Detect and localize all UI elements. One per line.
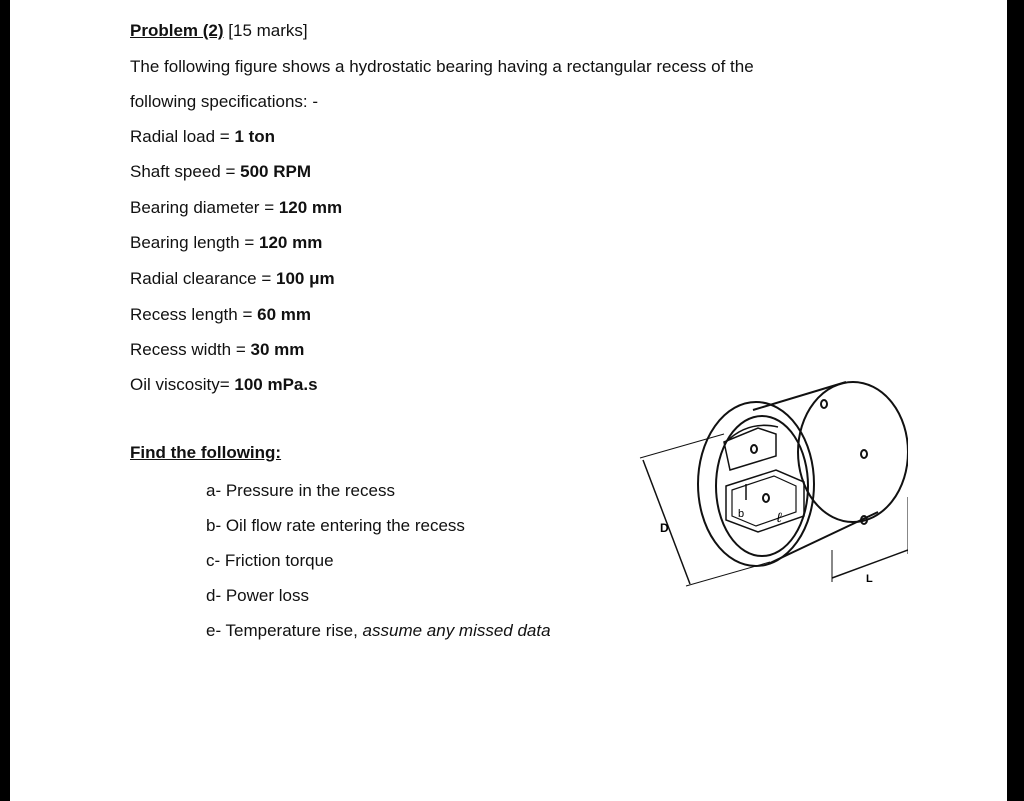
question-text: c- Friction torque (206, 551, 334, 570)
oil-hole (821, 400, 827, 408)
question-note: assume any missed data (362, 621, 551, 640)
spec-recess-width (130, 340, 304, 360)
spec-sep: = (259, 198, 279, 217)
spec-bearing-length (130, 233, 322, 253)
spec-radial-load (130, 127, 275, 147)
spec-recess-length (130, 305, 311, 325)
spec-value: 100 μm (276, 269, 335, 288)
problem-marks: [15 marks] (228, 21, 308, 40)
document-page (10, 0, 1007, 801)
oil-hole (763, 494, 769, 502)
problem-title (130, 21, 308, 41)
recess-width-label: b (738, 508, 745, 520)
bore-inner-edge (726, 425, 778, 442)
spec-sep: = (215, 127, 235, 146)
question-e (206, 621, 551, 641)
sleeve-front-inner (716, 416, 808, 556)
spec-label: Radial load (130, 127, 216, 146)
length-label: L (866, 573, 873, 585)
question-text: b- Oil flow rate entering the recess (206, 516, 465, 535)
spec-sep: = (220, 162, 241, 181)
question-d (206, 586, 309, 606)
spec-value: 60 mm (257, 305, 311, 324)
sleeve-top-edge (753, 382, 846, 410)
spec-sep: = (231, 340, 251, 359)
spec-value: 100 mPa.s (234, 375, 318, 394)
spec-value: 500 RPM (240, 162, 311, 181)
question-c (206, 551, 334, 571)
spec-label: Bearing diameter (130, 198, 260, 217)
diameter-label: D (660, 521, 669, 535)
recess-length-label: ℓ (776, 511, 782, 526)
spec-sep: = (239, 233, 260, 252)
diameter-ext-top (640, 434, 724, 458)
spec-oil-viscosity (130, 375, 318, 395)
spec-label: Radial clearance (130, 269, 257, 288)
spec-value: 120 mm (259, 233, 323, 252)
spec-value: 30 mm (250, 340, 305, 359)
sleeve-back-rim (798, 382, 908, 522)
question-text: d- Power loss (206, 586, 309, 605)
question-b (206, 516, 465, 536)
problem-heading: Problem (2) (130, 21, 224, 40)
spec-label: Recess width (130, 340, 232, 359)
spec-shaft-speed (130, 162, 311, 182)
question-a (206, 481, 395, 501)
intro-line-2: following specifications: - (130, 92, 319, 111)
spec-label: Bearing length (130, 233, 240, 252)
find-heading: Find the following: (130, 443, 282, 462)
spec-bearing-diameter (130, 198, 342, 218)
oil-hole (751, 445, 757, 453)
spec-value: 1 ton (234, 127, 276, 146)
spec-value: 120 mm (278, 198, 343, 217)
spec-sep: = (237, 305, 258, 324)
diameter-ext-bottom (686, 562, 770, 586)
spec-radial-clearance (130, 269, 335, 289)
spec-label: Shaft speed (130, 162, 221, 181)
spec-sep: = (219, 375, 235, 394)
intro-line-1: The following figure shows a hydrostatic bearing having a rectangular recess of the (130, 57, 754, 76)
spec-label: Recess length (130, 305, 238, 324)
bearing-figure (628, 372, 908, 597)
oil-hole (861, 450, 867, 458)
question-text: e- Temperature rise, (206, 621, 363, 640)
spec-label: Oil viscosity (130, 375, 220, 394)
question-text: a- Pressure in the recess (206, 481, 395, 500)
spec-sep: = (256, 269, 277, 288)
